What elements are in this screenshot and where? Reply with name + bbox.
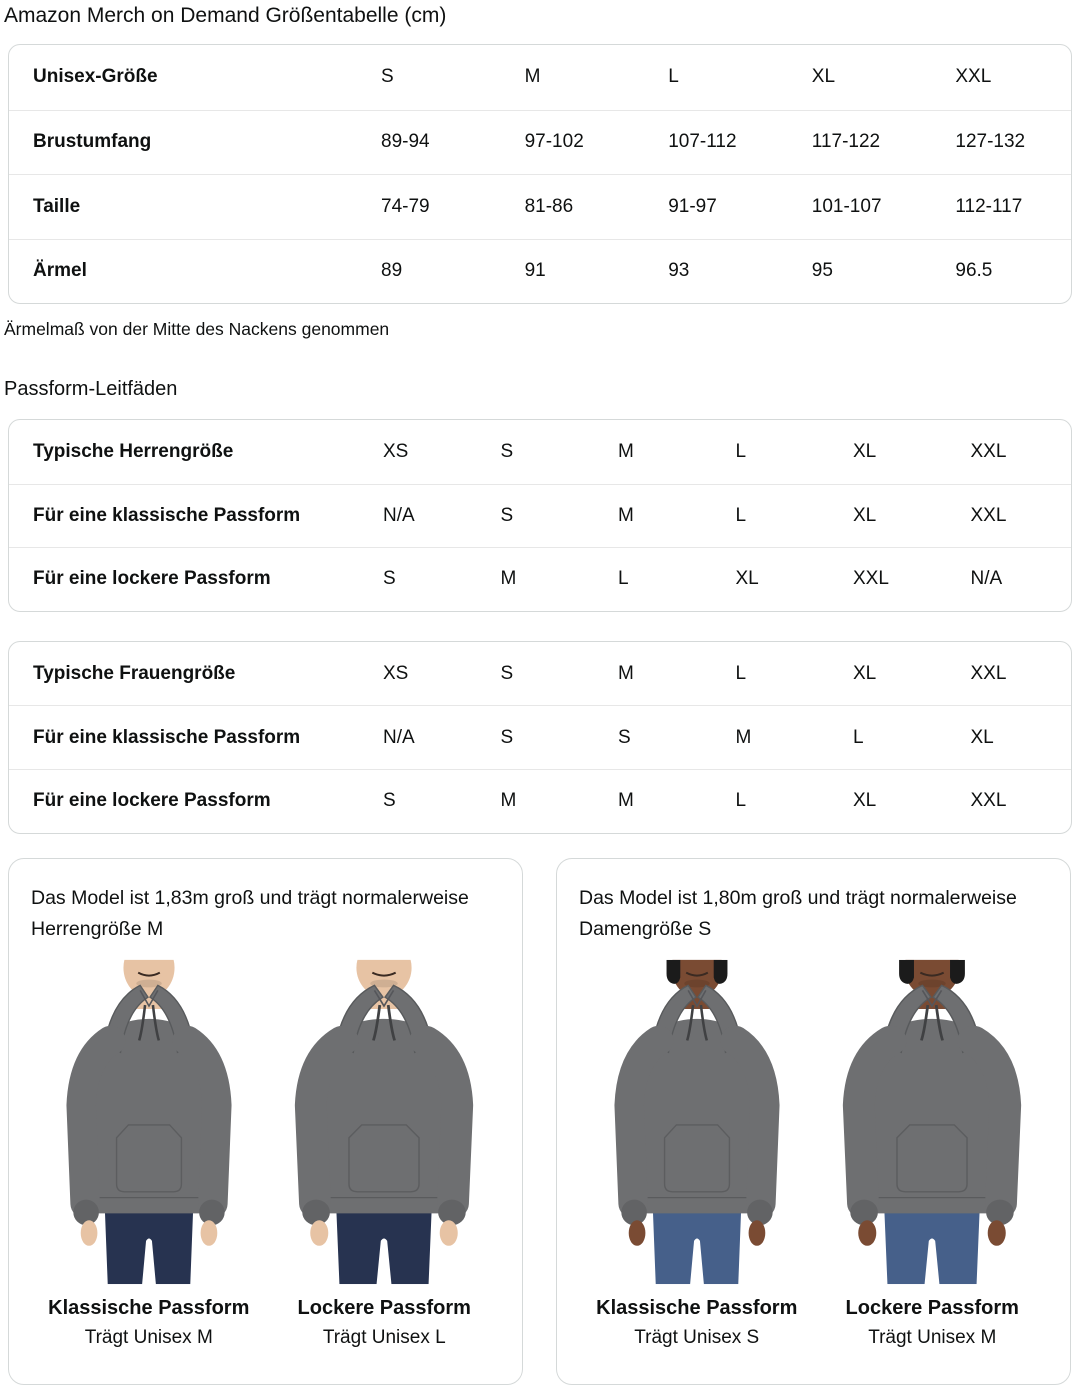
women-fit-table <box>8 641 1072 834</box>
size-cell: S <box>500 504 514 526</box>
table-row <box>9 769 1071 833</box>
size-cell: XXL <box>853 568 889 590</box>
table-row <box>9 547 1071 611</box>
table-row <box>9 484 1071 548</box>
size-cell: N/A <box>970 568 1003 590</box>
size-cell: M <box>500 568 517 590</box>
size-cell: S <box>500 440 514 462</box>
size-cell: XL <box>853 440 877 462</box>
size-cell: 89 <box>381 260 403 282</box>
table-row <box>9 174 1071 239</box>
model-card-women <box>556 858 1071 1385</box>
fit-caption: Klassische Passform <box>596 1296 798 1319</box>
size-cell: XXL <box>970 440 1007 462</box>
size-cell: XXL <box>970 662 1007 684</box>
model-image-loose-fit <box>262 957 506 1287</box>
size-cell: M <box>618 504 634 526</box>
size-cell: XXL <box>970 790 1007 812</box>
row-label: Ärmel <box>33 260 87 282</box>
model-description: Das Model ist 1,80m groß und trägt normalerweise Damengröße S <box>579 886 1017 940</box>
row-label: Unisex-Größe <box>33 66 158 88</box>
size-caption: Trägt Unisex M <box>868 1326 997 1348</box>
fit-caption: Klassische Passform <box>48 1296 250 1319</box>
size-cell: 127-132 <box>955 131 1026 153</box>
row-label: Typische Herrengröße <box>33 440 234 462</box>
table-row <box>9 45 1071 110</box>
size-cell: XXL <box>955 66 992 88</box>
classic-fit-column <box>31 957 267 1349</box>
size-cell: L <box>618 568 629 590</box>
row-label: Für eine klassische Passform <box>33 504 301 526</box>
table-row <box>9 239 1071 304</box>
fit-caption: Lockere Passform <box>297 1296 471 1319</box>
size-cell: XS <box>383 440 409 462</box>
row-label: Für eine lockere Passform <box>33 790 271 812</box>
size-cell: XS <box>383 662 409 684</box>
loose-fit-column <box>815 957 1051 1349</box>
size-cell: XXL <box>970 504 1007 526</box>
row-label: Taille <box>33 195 81 217</box>
size-cell: M <box>618 662 634 684</box>
size-cell: L <box>735 440 747 462</box>
size-cell: S <box>618 726 631 748</box>
size-cell: M <box>618 440 634 462</box>
table-row <box>9 420 1071 484</box>
classic-fit-column <box>579 957 815 1349</box>
size-cell: M <box>618 790 634 812</box>
row-label: Für eine klassische Passform <box>33 726 301 748</box>
size-cell: 97-102 <box>524 131 584 153</box>
size-cell: 74-79 <box>381 195 430 217</box>
size-cell: 112-117 <box>955 195 1023 217</box>
size-cell: N/A <box>383 504 415 526</box>
size-cell: S <box>381 66 394 88</box>
model-image-classic-fit <box>36 957 262 1287</box>
table-row <box>9 705 1071 769</box>
size-caption: Trägt Unisex L <box>322 1326 446 1348</box>
size-cell: XL <box>853 504 877 526</box>
size-cell: 96.5 <box>955 260 993 282</box>
model-card-men <box>8 858 523 1385</box>
size-cell: 107-112 <box>668 131 737 153</box>
size-cell: N/A <box>383 726 415 748</box>
unisex-size-table <box>8 44 1072 304</box>
size-cell: XL <box>735 568 759 590</box>
size-cell: L <box>668 66 679 88</box>
model-cards <box>8 858 1080 1385</box>
model-figures <box>31 957 502 1349</box>
table-row <box>9 110 1071 175</box>
sleeve-measure-note: Ärmelmaß von der Mitte des Nackens genommen <box>4 319 390 339</box>
loose-fit-column <box>267 957 503 1349</box>
size-cell: 101-107 <box>811 195 882 217</box>
size-cell: M <box>500 790 517 812</box>
row-label: Typische Frauengröße <box>33 662 236 684</box>
model-description: Das Model ist 1,83m groß und trägt normalerweise Herrengröße M <box>31 886 469 940</box>
size-cell: 95 <box>811 260 833 282</box>
fit-caption: Lockere Passform <box>845 1296 1019 1319</box>
row-label: Für eine lockere Passform <box>33 568 271 590</box>
size-cell: 89-94 <box>381 131 430 153</box>
size-cell: XL <box>853 790 877 812</box>
size-cell: M <box>735 726 752 748</box>
size-cell: 91 <box>524 260 546 282</box>
table-row <box>9 642 1071 706</box>
size-cell: XL <box>970 726 994 748</box>
model-image-classic-fit <box>584 957 810 1287</box>
size-cell: 91-97 <box>668 195 717 217</box>
size-caption: Trägt Unisex S <box>634 1326 760 1348</box>
size-cell: S <box>500 662 514 684</box>
size-caption: Trägt Unisex M <box>84 1326 213 1348</box>
fit-guides-heading: Passform-Leitfäden <box>4 378 178 400</box>
men-fit-table <box>8 419 1072 612</box>
model-image-loose-fit <box>810 957 1054 1287</box>
size-cell: XL <box>811 66 836 88</box>
row-label: Brustumfang <box>33 131 152 153</box>
size-cell: 93 <box>668 260 690 282</box>
size-cell: 117-122 <box>811 131 881 153</box>
size-cell: S <box>383 568 396 590</box>
size-cell: 81-86 <box>524 195 574 217</box>
size-cell: S <box>383 790 396 812</box>
size-cell: L <box>735 662 747 684</box>
size-cell: S <box>500 726 514 748</box>
size-cell: L <box>735 790 747 812</box>
size-cell: XL <box>853 662 877 684</box>
size-cell: L <box>853 726 864 748</box>
page-title: Amazon Merch on Demand Größentabelle (cm) <box>4 4 447 27</box>
size-cell: M <box>524 66 541 88</box>
size-cell: L <box>735 504 747 526</box>
model-figures <box>579 957 1050 1349</box>
